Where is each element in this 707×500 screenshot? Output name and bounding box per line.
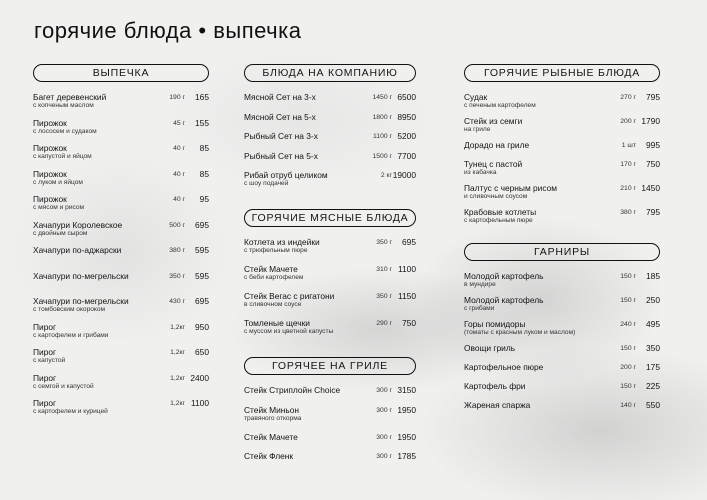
item-weight: 300 г <box>376 433 392 441</box>
item-price: 350 <box>646 343 660 353</box>
menu-item <box>33 194 209 220</box>
item-name: Стейк из семги <box>464 116 523 126</box>
item-weight: 150 г <box>620 297 636 304</box>
item-name: Стейк Стриплойн Choice <box>244 385 341 395</box>
menu-item <box>244 385 416 405</box>
menu-item <box>33 118 209 144</box>
item-weight: 40 г <box>173 145 185 152</box>
item-description: с трюфельным пюре <box>244 247 308 254</box>
item-description: (томаты с красным луком и маслом) <box>464 329 576 336</box>
item-price: 595 <box>195 270 209 281</box>
item-description: с картофелем и грибами <box>33 331 109 339</box>
item-weight: 1 шт <box>621 142 636 149</box>
item-name: Хачапури Королевское <box>33 219 123 230</box>
item-price: 1785 <box>397 451 416 461</box>
item-price: 695 <box>195 219 209 230</box>
menu-column-2 <box>244 64 416 471</box>
item-name: Стейк Мачете <box>244 264 298 274</box>
section-title: ГАРНИРЫ <box>464 243 660 261</box>
item-price: 225 <box>646 381 660 391</box>
item-description: с печеным картофелем <box>464 102 536 109</box>
item-description: и сливочным соусом <box>464 193 528 200</box>
menu-item <box>244 264 416 291</box>
item-name: Рыбный Сет на 5-х <box>244 150 318 161</box>
item-name: Пирог <box>33 321 57 332</box>
item-weight: 1800 г <box>372 113 392 121</box>
item-weight: 1500 г <box>372 152 392 160</box>
menu-column-3 <box>464 64 660 419</box>
item-name: Молодой картофель <box>464 295 544 305</box>
item-weight: 290 г <box>376 320 392 327</box>
item-name: Хачапури по-мегрельски <box>33 296 129 306</box>
item-name: Горы помидоры <box>464 319 526 329</box>
menu-item <box>464 319 660 343</box>
item-name: Палтус с черным рисом <box>464 183 558 193</box>
menu-item <box>244 237 416 264</box>
menu-item <box>33 169 209 195</box>
item-name: Овощи гриль <box>464 343 516 353</box>
menu-item <box>33 245 209 271</box>
item-name: Пирожок <box>33 143 67 153</box>
item-description: из кабачка <box>464 169 497 176</box>
menu-item <box>464 400 660 419</box>
item-name: Пирожок <box>33 117 67 128</box>
menu-item <box>244 405 416 432</box>
item-weight: 150 г <box>620 383 636 390</box>
item-weight: 190 г <box>169 94 185 101</box>
item-weight: 300 г <box>376 453 392 460</box>
item-weight: 240 г <box>620 321 636 328</box>
item-description: травяного откорма <box>244 414 302 422</box>
item-price: 1150 <box>397 291 416 301</box>
section-title: ГОРЯЧЕЕ НА ГРИЛЕ <box>244 357 416 375</box>
item-weight: 380 г <box>169 247 185 254</box>
menu-item <box>464 116 660 140</box>
item-weight: 150 г <box>620 345 636 352</box>
menu-item <box>33 92 209 118</box>
item-weight: 350 г <box>376 293 392 300</box>
item-price: 5200 <box>397 131 416 141</box>
item-description: в мундире <box>464 281 496 288</box>
item-weight: 140 г <box>620 402 636 409</box>
menu-item <box>33 271 209 297</box>
item-price: 1450 <box>641 183 660 193</box>
menu-item <box>33 296 209 322</box>
item-name: Хачапури по-аджарски <box>33 245 122 255</box>
item-weight: 200 г <box>620 118 636 125</box>
item-price: 6500 <box>397 92 416 102</box>
item-weight: 150 г <box>620 273 636 280</box>
item-name: Пирог <box>33 398 57 408</box>
item-price: 795 <box>646 207 660 217</box>
item-price: 85 <box>199 168 209 179</box>
menu-column-1 <box>33 64 209 424</box>
menu-item <box>464 343 660 362</box>
item-description: с луком и яйцом <box>33 178 83 186</box>
menu-item <box>33 220 209 246</box>
item-weight: 2 кг <box>380 172 392 179</box>
item-name: Пирожок <box>33 194 67 204</box>
item-description: с муссом из цветной капусты <box>244 328 334 335</box>
item-weight: 310 г <box>376 266 392 273</box>
menu-item <box>33 347 209 373</box>
item-name: Котлета из индейки <box>244 237 320 247</box>
item-weight: 350 г <box>169 272 185 280</box>
item-description: в сливочном соусе <box>244 301 302 308</box>
item-name: Крабовые котлеты <box>464 207 537 217</box>
item-price: 695 <box>402 237 416 247</box>
item-price: 185 <box>646 271 660 281</box>
item-weight: 40 г <box>173 170 185 178</box>
menu-item <box>33 373 209 399</box>
item-weight: 1,2кг <box>170 374 185 382</box>
menu-item <box>33 143 209 169</box>
item-weight: 500 г <box>169 221 185 229</box>
menu-item <box>244 92 416 112</box>
menu-item <box>464 271 660 295</box>
item-name: Мясной Сет на 5-х <box>244 111 316 122</box>
menu-item <box>33 322 209 348</box>
menu-item <box>464 362 660 381</box>
section-title: ГОРЯЧИЕ МЯСНЫЕ БЛЮДА <box>244 209 416 227</box>
item-price: 1790 <box>641 116 660 126</box>
item-price: 550 <box>646 400 660 410</box>
item-description: с шоу подачей <box>244 180 289 187</box>
item-price: 695 <box>195 296 209 306</box>
item-price: 1100 <box>397 264 416 274</box>
item-price: 1950 <box>397 404 416 415</box>
menu-item <box>244 318 416 345</box>
item-name: Стейк Вегас с ригатони <box>244 291 335 301</box>
item-description: с мясом и рисом <box>33 204 85 211</box>
item-description: с беби картофелем <box>244 274 304 281</box>
section-title: ВЫПЕЧКА <box>33 64 209 82</box>
item-weight: 300 г <box>376 387 392 394</box>
item-price: 750 <box>646 159 660 169</box>
item-price: 165 <box>195 92 209 102</box>
item-name: Судак <box>464 92 488 102</box>
item-name: Стейк Мачете <box>244 431 298 442</box>
item-price: 155 <box>195 117 209 128</box>
item-name: Стейк Фленк <box>244 451 294 461</box>
item-price: 650 <box>195 347 209 357</box>
item-name: Молодой картофель <box>464 271 544 281</box>
item-name: Томленые щечки <box>244 318 310 328</box>
item-weight: 40 г <box>173 196 185 203</box>
section-title: ГОРЯЧИЕ РЫБНЫЕ БЛЮДА <box>464 64 660 82</box>
menu-item <box>464 207 660 231</box>
item-weight: 45 г <box>173 119 185 127</box>
page-title: горячие блюда • выпечка <box>34 18 302 43</box>
menu-item <box>33 398 209 424</box>
menu-item <box>464 140 660 159</box>
item-weight: 200 г <box>620 364 636 371</box>
menu-item <box>244 291 416 318</box>
item-name: Жареная спаржа <box>464 400 531 410</box>
item-name: Пирог <box>33 347 57 357</box>
item-weight: 300 г <box>376 406 392 414</box>
item-price: 250 <box>646 295 660 305</box>
item-price: 85 <box>199 143 209 153</box>
menu-item <box>464 381 660 400</box>
item-description: с картофельным пюре <box>464 217 533 224</box>
item-name: Картофель фри <box>464 381 526 391</box>
item-description: с двойным сыром <box>33 229 88 237</box>
menu-item <box>464 159 660 183</box>
item-name: Мясной Сет на 3-х <box>244 92 316 102</box>
item-price: 3150 <box>397 385 416 395</box>
item-price: 1950 <box>397 431 416 442</box>
item-weight: 350 г <box>376 239 392 246</box>
item-name: Рыбный Сет на 3-х <box>244 131 318 141</box>
item-name: Тунец с пастой <box>464 159 523 169</box>
item-price: 8950 <box>397 111 416 122</box>
item-weight: 270 г <box>620 94 636 101</box>
item-description: с копченым маслом <box>33 102 94 109</box>
item-description: с грибами <box>464 305 495 312</box>
item-weight: 1,2кг <box>170 400 185 407</box>
item-description: на гриле <box>464 126 491 133</box>
item-description: с томбовским окороком <box>33 306 106 313</box>
menu-item <box>244 451 416 471</box>
item-weight: 1,2кг <box>170 349 185 356</box>
item-weight: 1450 г <box>372 94 392 101</box>
item-price: 1100 <box>190 398 209 408</box>
item-weight: 210 г <box>620 185 636 192</box>
item-weight: 380 г <box>620 209 636 216</box>
item-name: Картофельное пюре <box>464 362 544 372</box>
item-name: Дорадо на гриле <box>464 140 530 150</box>
item-name: Стейк Миньон <box>244 404 300 415</box>
menu-item <box>244 170 416 197</box>
menu-item <box>464 295 660 319</box>
item-weight: 430 г <box>169 298 185 305</box>
item-weight: 170 г <box>620 161 636 168</box>
item-description: с семгой и капустой <box>33 382 94 390</box>
item-name: Пирожок <box>33 168 67 179</box>
item-price: 175 <box>646 362 660 372</box>
item-name: Хачапури по-мегрельски <box>33 270 129 281</box>
item-description: с картофелем и курицей <box>33 408 108 415</box>
item-price: 2400 <box>190 372 209 383</box>
section-title: БЛЮДА НА КОМПАНИЮ <box>244 64 416 82</box>
item-price: 995 <box>646 140 660 150</box>
item-price: 795 <box>646 92 660 102</box>
item-price: 495 <box>646 319 660 329</box>
item-name: Пирог <box>33 372 57 383</box>
menu-item <box>244 112 416 132</box>
item-price: 950 <box>195 321 209 332</box>
item-description: с капустой и яйцом <box>33 153 92 160</box>
item-price: 750 <box>402 318 416 328</box>
item-weight: 1100 г <box>373 133 392 140</box>
item-name: Рибай отруб целиком <box>244 170 328 180</box>
item-price: 95 <box>199 194 209 204</box>
menu-item <box>464 92 660 116</box>
item-price: 7700 <box>397 150 416 161</box>
item-weight: 1,2кг <box>170 323 185 331</box>
item-price: 19000 <box>392 170 416 180</box>
menu-item <box>244 432 416 452</box>
menu-item <box>244 151 416 171</box>
menu-item <box>464 183 660 207</box>
item-price: 595 <box>195 245 209 255</box>
item-name: Багет деревенский <box>33 92 107 102</box>
item-description: с капустой <box>33 357 66 364</box>
item-description: с лососем и судаком <box>33 127 97 135</box>
menu-item <box>244 131 416 151</box>
